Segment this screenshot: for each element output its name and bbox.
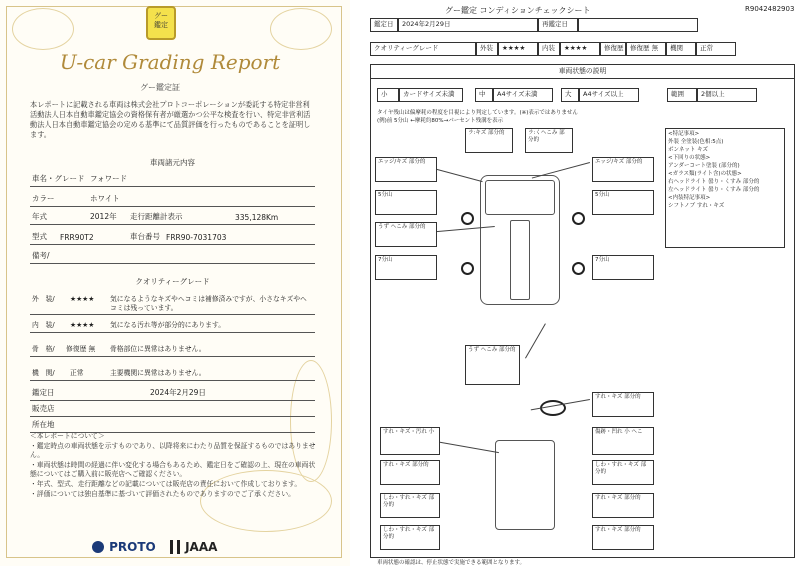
note-box: しわ・すれ・キズ 部分的 <box>380 493 440 518</box>
int-label: 内装 <box>538 42 560 56</box>
range-label: 範囲 <box>667 88 697 102</box>
note-box: 5分山 <box>375 190 437 215</box>
mileage-label: 走行距離計表示 <box>130 212 183 221</box>
panel-title: 車両状態の説明 <box>370 64 795 79</box>
model-label: 型式 <box>32 232 47 241</box>
note-box: 傷跡・凹れ 小 へこ <box>592 427 654 455</box>
proto-logo <box>92 536 156 555</box>
interior-label: 内 装/ <box>32 321 55 329</box>
note-box: ラ:くへこみ 部分的 <box>525 128 573 153</box>
engine-text: 主要機関に異常はありません。 <box>110 369 206 377</box>
special-item: 右ヘッドライト 曇り・くすみ 部分的 <box>668 179 760 185</box>
reappraisal-label: 再鑑定日 <box>538 18 578 32</box>
note-box: ラ:キズ 部分的 <box>465 128 513 153</box>
special-item: シフトノブ すれ・キズ <box>668 203 725 209</box>
wheel-front-left-icon <box>461 212 474 225</box>
range-value: 2個以上 <box>697 88 757 102</box>
size-medium: 中 <box>475 88 493 102</box>
frame-label: 骨 格/ <box>32 345 55 353</box>
frame-text: 骨格部位に異常はありません。 <box>110 345 206 353</box>
badge-bottom-text: 鑑定 <box>154 21 168 29</box>
quality-row-engine <box>30 366 315 381</box>
tire-note-2: (例)前 5分山 ←摩耗約80%→パーセント残溝を表示 <box>377 118 504 124</box>
exterior-text: 気になるようなキズやヘコミは補修済みですが、小さなキズやヘコミは残っています。 <box>110 295 307 312</box>
note-item: ・評価については独自基準に基づいて評価されたものでありますのでご了承ください。 <box>30 489 295 498</box>
size-medium-desc: A4サイズ未満 <box>493 88 553 102</box>
reappraisal-value <box>578 18 698 32</box>
size-small-desc: カードサイズ未満 <box>399 88 463 102</box>
note-item: ・鑑定時点の車両状態を示すものであり、以降将来にわたり品質を保証するものではありません。 <box>30 441 316 460</box>
jaaa-logo-icon <box>170 540 180 554</box>
goo-badge-icon <box>146 6 176 40</box>
date-label: 鑑定日 <box>370 18 398 32</box>
footer-row-date <box>30 386 315 401</box>
ornament-top-right <box>270 8 332 50</box>
wheel-rear-right-icon <box>572 262 585 275</box>
vehicle-frame <box>510 220 530 300</box>
name-label: 車名・グレード <box>32 174 85 183</box>
quality-row-frame <box>30 342 315 357</box>
footer-row-dealer <box>30 402 315 417</box>
interior-text: 気になる汚れ等が部分的にあります。 <box>110 321 226 329</box>
frame-value: 修復歴 無 <box>66 345 96 353</box>
condition-check-sheet <box>365 0 800 566</box>
spec-row-name <box>30 172 315 187</box>
appraisal-date-label: 鑑定日 <box>32 388 55 397</box>
note-item: ・車両状態は時間の経過に伴い変化する場合もあるため、鑑定日をご確認の上、現在の車両状態についてはご購入前に販売店へご確認ください。 <box>30 460 316 479</box>
name-value: フォワード <box>90 174 128 183</box>
size-large-desc: A4サイズ以上 <box>579 88 639 102</box>
quality-row-exterior <box>30 292 315 315</box>
tire-note-1: タイヤ残山は偏摩耗の程度を目視により判定しています。(※)表示ではありません <box>377 110 578 116</box>
note-box: しわ・すれ・キズ 部分的 <box>380 525 440 550</box>
note-box: すれ・キズ 部分的 <box>592 525 654 550</box>
jaaa-logo-text: JAAA <box>185 540 218 554</box>
note-box: 5分山 <box>592 190 654 215</box>
date-value: 2024年2月29日 <box>398 18 538 32</box>
wheel-rear-left-icon <box>461 262 474 275</box>
mileage-value: 335,128Km <box>235 213 279 222</box>
proto-logo-text: PROTO <box>109 540 156 554</box>
special-item: ボンネット キズ <box>668 147 708 153</box>
footer-row-address <box>30 418 315 433</box>
exterior-stars: ★★★★ <box>70 295 95 303</box>
grading-report-certificate <box>0 0 350 566</box>
special-item: <内装特記事項> <box>668 195 711 201</box>
ext-value: ★★★★ <box>498 42 538 56</box>
dealer-label: 販売店 <box>32 404 55 413</box>
report-notes <box>30 432 320 499</box>
note-box: すれ・キズ・汚れ 小 <box>380 427 440 455</box>
quality-heading: クオリティーグレード <box>135 277 210 286</box>
vehicle-interior-view <box>495 440 555 530</box>
remarks-label: 備考/ <box>32 251 50 260</box>
wheel-front-right-icon <box>572 212 585 225</box>
repair-label: 修復歴 <box>600 42 626 56</box>
quality-row-interior <box>30 318 315 333</box>
year-value: 2012年 <box>90 212 117 221</box>
intro-text: 本レポートに記載される車両は株式会社プロトコーポレーションが委託する特定非営利活動法人日本自動車鑑定協会の資格保有者が厳選かつ公平な検査を行い、特定非営利活動法人日本自動車鑑定協会の定める基準にて品質評価を行ったものであることを証明します。 <box>30 100 311 139</box>
model-value: FRR90T2 <box>60 233 94 242</box>
size-small: 小 <box>377 88 399 102</box>
engine-label: 機 関/ <box>32 369 55 377</box>
color-value: ホワイト <box>90 194 120 203</box>
spec-heading: 車両諸元内容 <box>150 158 195 167</box>
special-title: <特記事項> <box>668 131 700 137</box>
note-box: うず へこみ 部分的 <box>465 345 520 385</box>
note-item: ・年式、型式、走行距離などの記載については販売店の責任において作成しております。 <box>30 479 302 488</box>
sheet-ref: R9042482903 <box>745 5 795 13</box>
special-item: 左ヘッドライト 曇り・くすみ 部分的 <box>668 187 760 193</box>
jaaa-logo <box>170 536 217 555</box>
note-box: すれ・キズ 部分的 <box>592 493 654 518</box>
color-label: カラー <box>32 194 55 203</box>
sheet-title: グー鑑定 コンディションチェックシート <box>445 6 591 15</box>
ext-label: 外装 <box>476 42 498 56</box>
spec-row-year <box>30 210 315 225</box>
special-item: <下回りの状態> <box>668 155 711 161</box>
special-notes-box <box>665 128 785 248</box>
chassis-value: FRR90-7031703 <box>166 233 227 242</box>
notes-title: ＜本レポートについて＞ <box>30 432 105 440</box>
ornament-top-left <box>12 8 74 50</box>
vehicle-cab <box>485 180 555 215</box>
note-box: すれ・キズ 部分的 <box>592 392 654 417</box>
spec-row-model <box>30 230 315 245</box>
note-box: エッジ/キズ 部分的 <box>592 157 654 182</box>
special-item: 外装 全塗装(色相:5点) <box>668 139 724 145</box>
badge-top-text: グー <box>154 12 168 20</box>
report-title: U-car Grading Report <box>59 50 281 74</box>
sheet-footer-note: 車両状態の確認は、停止状態で実施できる範囲となります。 <box>377 560 526 566</box>
note-box: エッジ/キズ 部分的 <box>375 157 437 182</box>
chassis-label: 車台番号 <box>130 232 160 241</box>
appraisal-date-value: 2024年2月29日 <box>150 388 206 397</box>
exterior-label: 外 装/ <box>32 295 55 303</box>
repair-value: 修復歴 無 <box>626 42 666 56</box>
engine-value-sheet: 正常 <box>696 42 736 56</box>
address-label: 所在地 <box>32 420 55 429</box>
spec-row-remarks <box>30 249 315 264</box>
note-box: すれ・キズ 部分的 <box>380 460 440 485</box>
int-value: ★★★★ <box>560 42 600 56</box>
special-item: アンダーコート塗装 (部分的) <box>668 163 740 169</box>
proto-logo-icon <box>92 541 104 553</box>
interior-stars: ★★★★ <box>70 321 95 329</box>
engine-label-sheet: 機関 <box>666 42 696 56</box>
year-label: 年式 <box>32 212 47 221</box>
spec-row-color <box>30 192 315 207</box>
report-subtitle: グー鑑定証 <box>140 83 180 92</box>
note-box: 7分山 <box>592 255 654 280</box>
special-item: <ガラス類(ライト含)の状態> <box>668 171 742 177</box>
size-large: 大 <box>561 88 579 102</box>
grade-label: クオリティーグレード <box>370 42 476 56</box>
note-box: うず へこみ 部分的 <box>375 222 437 247</box>
note-box: 7分山 <box>375 255 437 280</box>
note-box: しわ・すれ・キズ 部分的 <box>592 460 654 485</box>
engine-value: 正常 <box>70 369 84 377</box>
